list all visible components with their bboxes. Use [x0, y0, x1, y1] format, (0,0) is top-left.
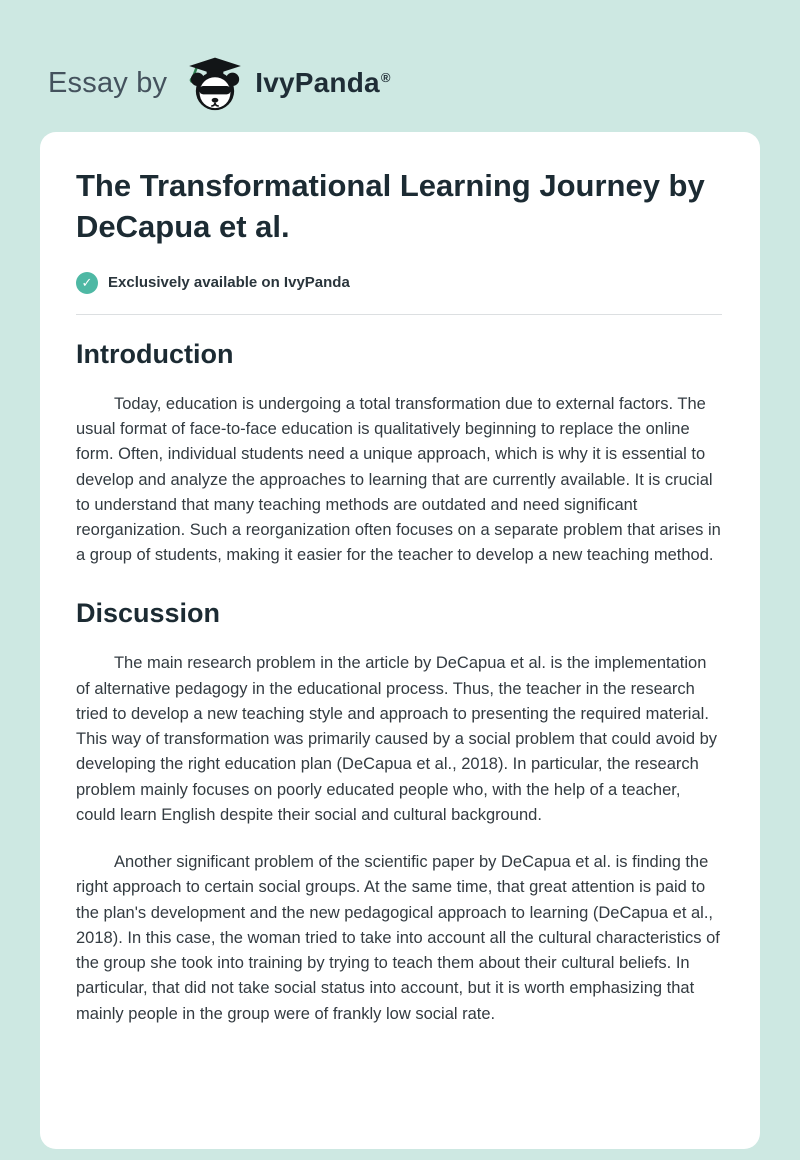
introduction-paragraph: Today, education is undergoing a total transformation due to external factors. The usual format of face-to-face education is qualitatively beginning to replace the online form. Often, individual students need a unique approach, which is why it is essential to develop and analyze the approaches to learning that are currently available. It is crucial to understand that many teaching methods are outdated and need significant reorganization. Such a reorganization often focuses on a separate problem that arises in a group of students, making it easier for the teacher to develop a new teaching method.: [76, 394, 721, 565]
panda-graduate-logo-icon: [185, 56, 245, 111]
registered-mark: ®: [380, 69, 391, 85]
availability-badge: [76, 272, 722, 294]
brand-name-text: IvyPanda: [255, 67, 380, 98]
site-header: [0, 0, 800, 128]
brand-name: [255, 67, 390, 99]
discussion-paragraph-2: Another significant problem of the scientific paper by DeCapua et al. is finding the right approach to certain social groups. At the same time, that great attention is paid to the plan's development and the new pedagogical approach to learning (DeCapua et al., 2018). In this case, the woman tried to take into account all the cultural characteristics of the group she took into training by trying to teach them about their cultural beliefs. In particular, that did not take social status into account, but it is worth emphasizing that mainly people in the group were of frankly low social rate.: [76, 853, 720, 1023]
essay-by-label: Essay by: [48, 66, 168, 99]
section-heading-introduction: Introduction: [76, 338, 234, 369]
check-icon: ✓: [76, 272, 98, 294]
brand-link[interactable]: [185, 56, 390, 111]
essay-title: The Transformational Learning Journey by DeCapua et al.: [76, 168, 705, 244]
divider: [76, 314, 722, 315]
essay-card: [40, 132, 760, 1149]
section-heading-discussion: Discussion: [76, 598, 221, 629]
availability-badge-label: Exclusively available on IvyPanda: [108, 274, 350, 292]
discussion-paragraph-1: The main research problem in the article by DeCapua et al. is the implementation of alternative pedagogy in the educational process. Thus, the teacher in the research tried to develop a new teaching style and approach to presenting the required material. This way of transformation was primarily caused by a social problem that could avoid by developing the right education plan (DeCapua et al., 2018). In particular, the research problem mainly focuses on poorly educated people who, with the help of a teacher, could learn English despite their social and cultural background.: [76, 654, 718, 824]
